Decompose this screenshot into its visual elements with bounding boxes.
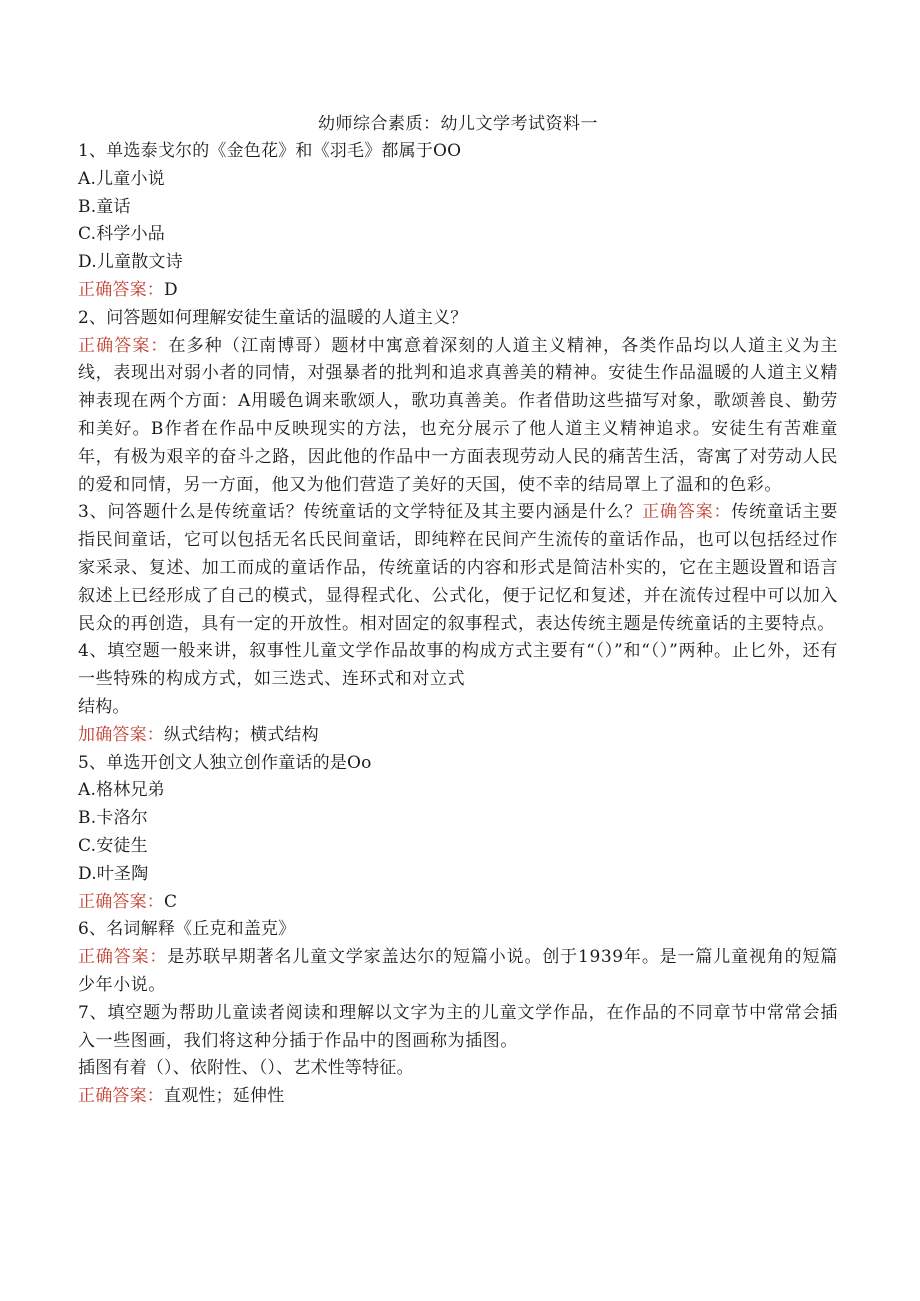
question-6-stem: 6、名词解释《丘克和盖克》 xyxy=(78,919,296,940)
answer-label: 正确答案： xyxy=(78,891,164,912)
answer-text: D xyxy=(164,279,178,300)
answer-label: 正确答案： xyxy=(78,279,164,300)
document-page xyxy=(78,110,838,1111)
question-5-option-c: C.安徒生 xyxy=(78,835,148,856)
question-3-stem: 3、问答题什么是传统童话？传统童话的文学特征及其主要内涵是什么？ xyxy=(78,502,643,523)
document-title: 幼师综合素质：幼儿文学考试资料一 xyxy=(318,114,598,134)
question-5-option-b: B.卡洛尔 xyxy=(78,808,148,829)
question-1-option-d: D.儿童散文诗 xyxy=(78,252,183,273)
question-5-answer xyxy=(78,889,838,917)
answer-label: 正确答案： xyxy=(78,335,169,356)
question-4-stem: 4、填空题一般来讲，叙事性儿童文学作品故事的构成方式主要有“（）”和“（）”两种。止匕外，还有一些特殊的构成方式，如三迭式、连环式和对立式 xyxy=(78,641,838,690)
question-6-answer xyxy=(78,944,838,1000)
question-4-answer xyxy=(78,722,838,750)
question-2-stem: 2、问答题如何理解安徒生童话的温暖的人道主义？ xyxy=(78,307,468,328)
question-1-option-c: C.科学小品 xyxy=(78,224,166,245)
answer-label: 正确答案： xyxy=(78,1086,164,1107)
question-1-answer xyxy=(78,277,838,305)
question-5-option-a: A.格林兄弟 xyxy=(78,780,165,801)
answer-text: 直观性；延伸性 xyxy=(164,1086,285,1107)
answer-text: C xyxy=(164,891,178,912)
question-2-answer xyxy=(78,333,838,500)
answer-text: 在多种（江南博哥）题材中寓意着深刻的人道主义精神，各类作品均以人道主义为主线，表现出对弱小者的同情，对强暴者的批判和追求真善美的精神。安徒生作品温暖的人道主义精神表现在两个方面：A用暖色调来歌颂人，歌功真善美。作者借助这些描写对象，歌颂善良、勤劳和美好。B作者在作品中反映现实的方法，也充分展示了他人道主义精神追求。安徒生有苦难童年，有极为艰辛的奋斗之路，因此他的作品中一方面表现劳动人民的痛苦生活，寄寓了对劳动人民的爱和同情，另一方面，他又为他们营造了美好的天国，使不幸的结局罩上了温和的色彩。 xyxy=(78,335,839,495)
question-1-option-b: B.童话 xyxy=(78,196,131,217)
question-7-stem-cont: 插图有着（）、依附性、（）、艺术性等特征。 xyxy=(78,1058,414,1079)
answer-text: 是苏联早期著名儿童文学家盖达尔的短篇小说。创于1939年。是一篇儿童视角的短篇少年小说。 xyxy=(78,947,838,995)
question-5-option-d: D.叶圣陶 xyxy=(78,863,149,884)
question-5-stem: 5、单选开创文人独立创作童话的是Oo xyxy=(78,752,372,773)
answer-label: 正确答案： xyxy=(642,502,732,523)
answer-text: 纵式结构；横式结构 xyxy=(164,724,319,745)
question-1-stem: 1、单选泰戈尔的《金色花》和《羽毛》都属于OO xyxy=(78,141,462,161)
answer-label: 加确答案： xyxy=(78,724,164,745)
question-3 xyxy=(78,499,838,638)
question-1-option-a: A.儿童小说 xyxy=(78,168,165,189)
question-7-answer xyxy=(78,1083,838,1111)
answer-label: 正确答案： xyxy=(78,947,168,968)
question-7-stem: 7、填空题为帮助儿童读者阅读和理解以文字为主的儿童文学作品，在作品的不同章节中常常会插入一些图画，我们将这种分插于作品中的图画称为插图。 xyxy=(78,1002,838,1051)
answer-text: 传统童话主要指民间童话，它可以包括无名氏民间童话，即纯粹在民间产生流传的童话作品，也可以包括经过作家采录、复述、加工而成的童话作品，传统童话的内容和形式是简洁朴实的，它在主题设置和语言叙述上已经形成了自己的模式，显得程式化、公式化，便于记忆和复述，并在流传过程中可以加入民众的再创造，具有一定的开放性。相对固定的叙事程式，表达传统主题是传统童话的主要特点。 xyxy=(78,502,839,634)
question-4-stem-cont: 结构。 xyxy=(78,696,130,717)
